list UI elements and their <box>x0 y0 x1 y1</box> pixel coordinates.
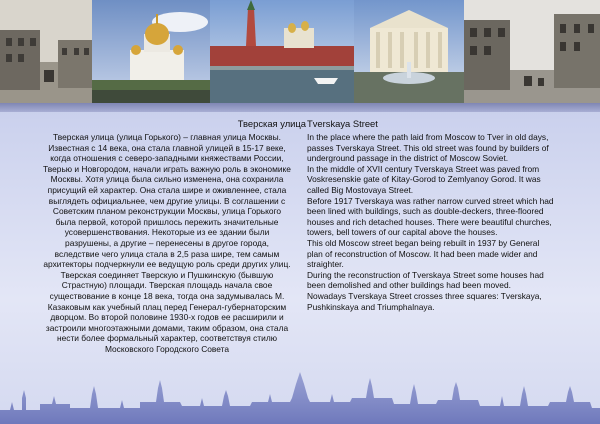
cathedral-photo <box>92 0 210 103</box>
english-body: In the place where the path laid from Moscow to Tver in old days, passes Tverskaya Street. This old street was found by builders of underground passage in the district of Moscow Soviet. In the middle of XVII century Tverskaya Street was paved from Voskresenskie gate of Kitay-Gorod to Zemlyanoy Gorod. It was called Big Mostovaya Street. Before 1917 Tverskaya was rather narrow curved street which had been lined with buildings, such as double-deckers, three-floored houses and rich detached houses. There were beautiful churches, towers, bell towers of our capital above the houses. This old Moscow street began being rebuilt in 1937 by General plan of reconstruction of Moscow. It had been made wider and straighter. During the reconstruction of Tverskaya Street some houses had been demolished and other buildings had been moved. Nowadays Tverskaya Street crosses three squares: Tverskaya, Pushkinskaya and Triumphalnaya. <box>307 132 554 312</box>
english-title: Tverskaya Street <box>307 118 378 129</box>
old-avenue-photo <box>464 0 600 103</box>
city-skyline-silhouette <box>0 358 600 424</box>
russian-body: Тверская улица (улица Горького) – главная улица Москвы. Известная с 14 века, она стала главной улицей в 15-17 веке, когда отношения с северо-западными княжествами России, Тверью и Новгородом, начали играть важную роль в экономике Москвы. Хотя улица была сильно изменена, она сохранила присущий ей характер. Она стала шире и оживленнее, стала выглядеть официальнее, чем другие улицы. В соглашении с Советским планом реконструкции Москвы, улица Горького была первой, которой пришлось пережить значительные усовершенствования. Некоторые из ее здании были разрушены, а другие – перенесены в другое города, вследствие чего улица стала в 2,5 раза шире, тем самым архитекторы подчеркнули ее ведущую роль среди других улиц. Тверская соединяет Тверскую и Пушкинскую (бывшую Страстную) площади. Тверская площадь начала свое существование в конце 18 века, тогда она задумывалась М. Казаковым как учебный плац перед Генерал-губернаторским дворцом. Во второй половине 1930-х годов ее расширили и застроили многоэтажными домами, таким образом, она стала нести более формальный характер, соответствуя стилю Московского Городского Совета <box>43 132 291 354</box>
russian-column <box>22 118 312 354</box>
kremlin-photo <box>210 0 354 103</box>
photo-collage-banner <box>0 0 600 103</box>
english-column <box>307 118 589 312</box>
russian-title: Тверская улица <box>237 118 306 129</box>
bolshoi-theatre-photo <box>354 0 464 103</box>
old-street-photo <box>0 0 92 103</box>
header-divider <box>0 103 600 112</box>
